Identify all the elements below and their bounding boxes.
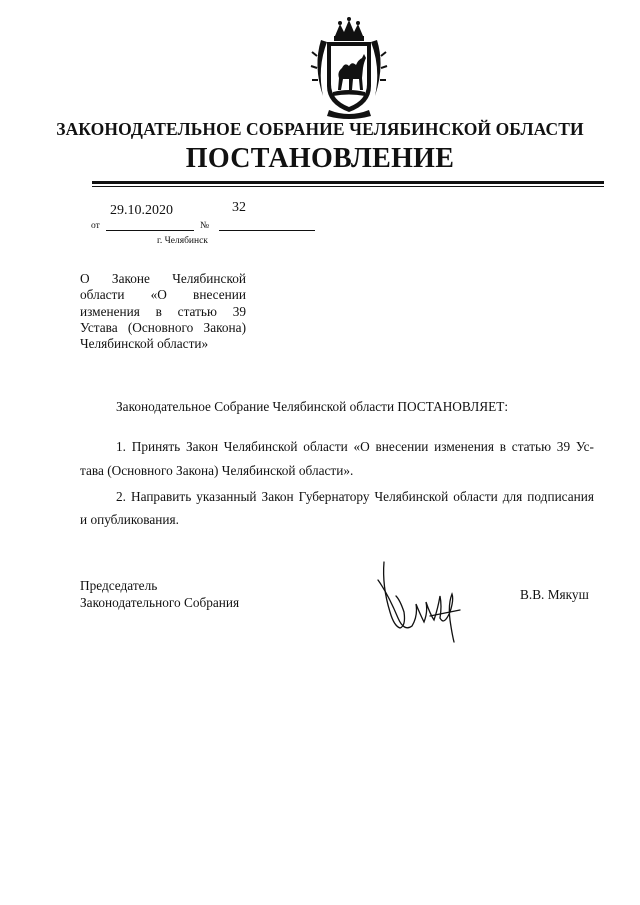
signatory-position-line-2: Законодательного Собрания: [80, 595, 240, 610]
handwritten-signature: [370, 556, 470, 652]
document-date: 29.10.2020: [110, 203, 173, 218]
date-underline: [106, 230, 194, 231]
document-number: 32: [232, 200, 246, 215]
item-1-line-1: 1. Принять Закон Челябинской области «О внесении изменения в статью 39 Ус-: [116, 439, 594, 454]
number-underline: [219, 230, 315, 231]
number-label: №: [200, 221, 210, 231]
header-rule-thick: [92, 181, 604, 184]
document-subject: О Законе Челябинской области «О внесении изменения в статью 39 Устава (Основного Закона) Челябинской области»: [80, 271, 246, 352]
signatory-name: В.В. Мякуш: [520, 587, 589, 602]
preamble: Законодательное Собрание Челябинской области ПОСТАНОВЛЯЕТ:: [116, 399, 509, 414]
date-label: от: [91, 221, 100, 231]
item-2-line-2: и опубликования.: [80, 512, 179, 527]
header-rule-thin: [92, 186, 604, 187]
item-1-line-2: тава (Основного Закона) Челябинской области».: [80, 463, 354, 478]
organization-title: ЗАКОНОДАТЕЛЬНОЕ СОБРАНИЕ ЧЕЛЯБИНСКОЙ ОБЛАСТИ: [56, 119, 584, 139]
city-label: г. Челябинск: [157, 236, 208, 246]
coat-of-arms-icon: [309, 16, 389, 120]
signatory-position-line-1: Председатель: [80, 578, 158, 593]
document-type-title: ПОСТАНОВЛЕНИЕ: [185, 143, 455, 174]
item-2-line-1: 2. Направить указанный Закон Губернатору Челябинской области для подписания: [116, 489, 594, 504]
